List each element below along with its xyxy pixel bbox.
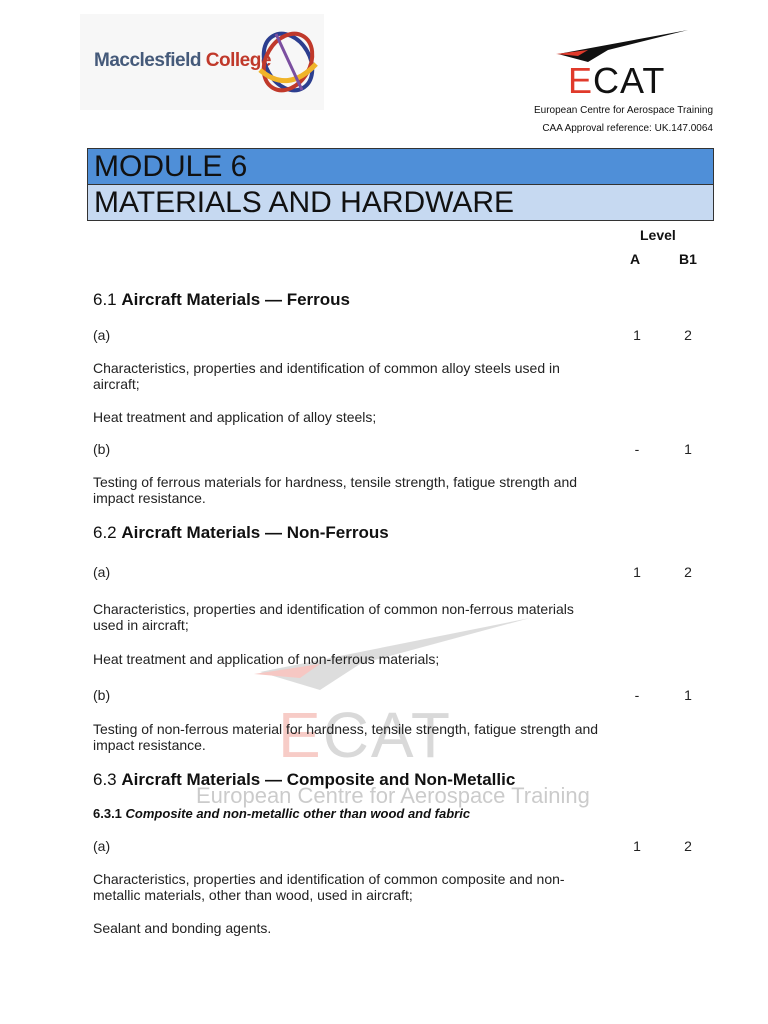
item-text: Heat treatment and application of alloy steels; <box>93 409 377 425</box>
subsection-heading: 6.3.1 Composite and non-metallic other than wood and fabric <box>93 806 471 821</box>
item-text: Testing of non-ferrous material for hardness, tensile strength, fatigue strength and impact resistance. <box>93 721 599 753</box>
item-text: Characteristics, properties and identification of common composite and non-metallic materials, other than wood, used in aircraft; <box>93 871 565 903</box>
module-subtitle: MATERIALS AND HARDWARE <box>87 184 714 221</box>
level-a-value: 1 <box>633 838 641 854</box>
ecat-wordmark: ECAT <box>568 60 666 101</box>
level-b1-value: 2 <box>684 327 692 343</box>
item-label: (a) <box>93 327 111 343</box>
level-a-value: - <box>634 441 640 457</box>
item-text: Sealant and bonding agents. <box>93 920 272 936</box>
college-emblem-icon <box>258 24 318 100</box>
item-text: Heat treatment and application of non-ferrous materials; <box>93 651 440 667</box>
watermark-full-name: European Centre for Aerospace Training <box>196 783 590 808</box>
level-header: Level <box>640 227 676 243</box>
level-b1-value: 2 <box>684 564 692 580</box>
item-text: Testing of ferrous materials for hardness, tensile strength, fatigue strength and impact resistance. <box>93 474 578 506</box>
level-b1-value: 1 <box>684 687 692 703</box>
item-label: (b) <box>93 441 111 457</box>
level-a-header: A <box>630 251 641 267</box>
college-name: Macclesfield College <box>94 50 271 71</box>
level-b1-header: B1 <box>679 251 697 267</box>
item-label: (a) <box>93 838 111 854</box>
item-text: Characteristics, properties and identification of common alloy steels used in aircraft; <box>93 360 560 392</box>
level-a-value: 1 <box>633 327 641 343</box>
level-b1-value: 2 <box>684 838 692 854</box>
module-title: MODULE 6 <box>87 148 714 185</box>
ecat-full-name: European Centre for Aerospace Training <box>534 105 713 116</box>
macclesfield-college-logo <box>80 14 324 110</box>
item-text: Characteristics, properties and identification of common non-ferrous materials used in aircraft; <box>93 601 574 633</box>
ecat-logo <box>548 26 698 106</box>
section-heading: 6.2 Aircraft Materials — Non-Ferrous <box>93 523 389 542</box>
item-label: (b) <box>93 687 111 703</box>
watermark-ecat: ECAT <box>278 699 452 771</box>
caa-reference: CAA Approval reference: UK.147.0064 <box>542 123 713 134</box>
level-b1-value: 1 <box>684 441 692 457</box>
section-heading: 6.1 Aircraft Materials — Ferrous <box>93 290 351 309</box>
section-heading: 6.3 Aircraft Materials — Composite and Non-Metallic <box>93 770 516 789</box>
level-a-value: - <box>634 687 640 703</box>
item-label: (a) <box>93 564 111 580</box>
level-a-value: 1 <box>633 564 641 580</box>
